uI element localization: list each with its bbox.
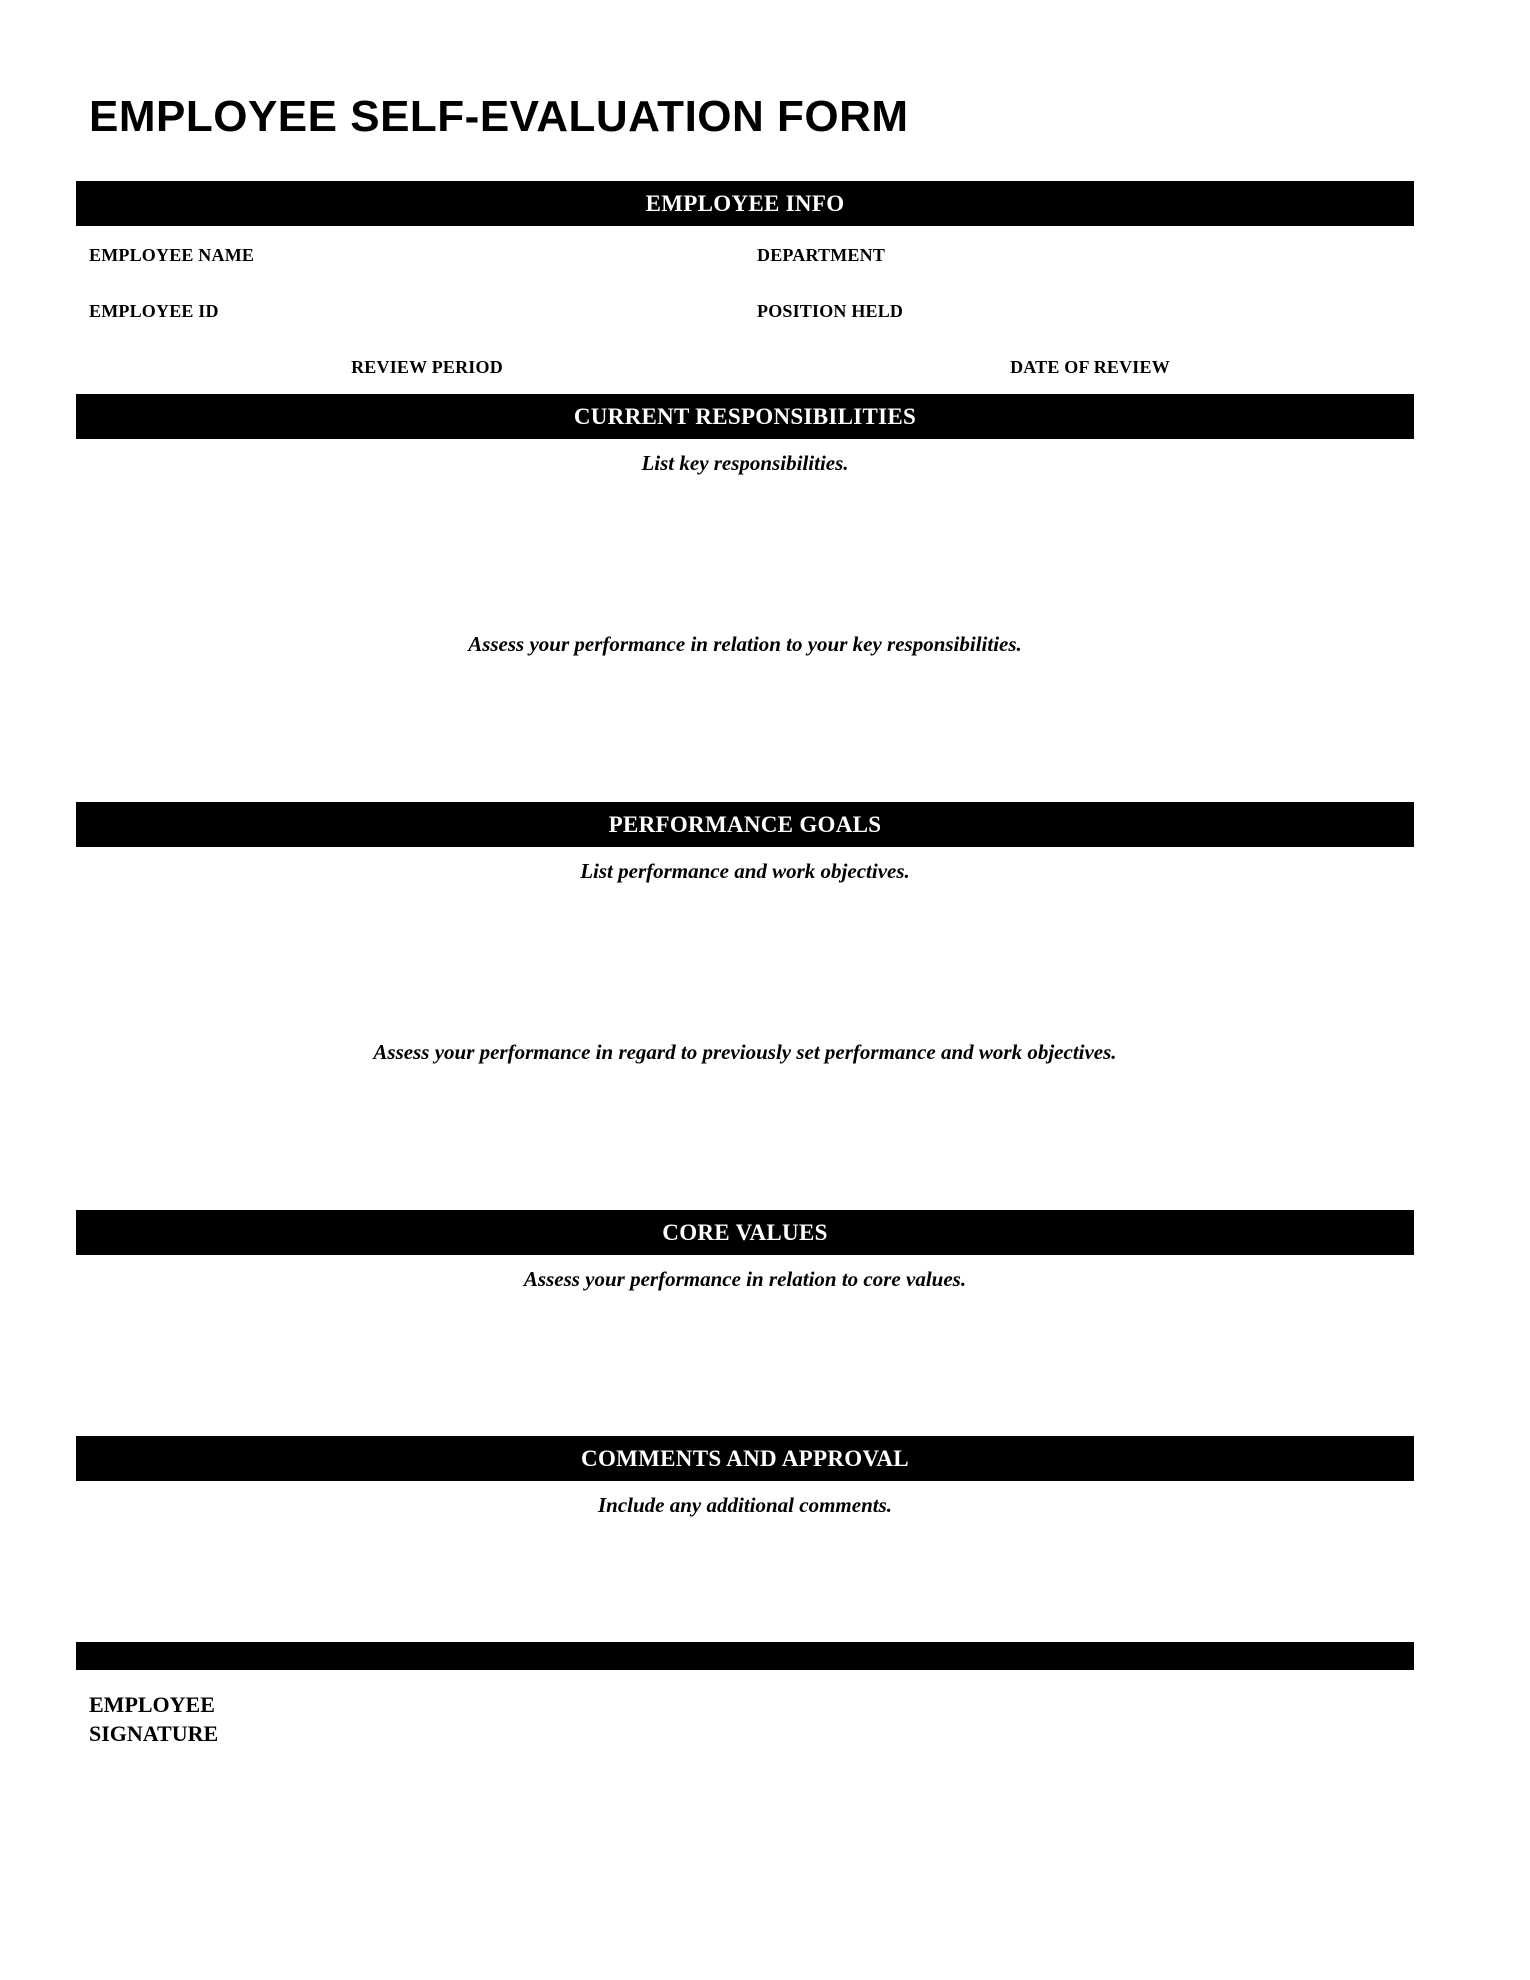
- responsibilities-assess-prompt: Assess your performance in relation to your key responsibilities.: [468, 632, 1022, 656]
- date-of-review-label: DATE OF REVIEW: [1010, 357, 1170, 377]
- section-header-employee-info: EMPLOYEE INFO: [76, 181, 1414, 226]
- core-values-assess-prompt: Assess your performance in relation to core values.: [523, 1267, 967, 1291]
- review-period-label: REVIEW PERIOD: [351, 357, 503, 377]
- responsibilities-list-prompt: List key responsibilities.: [641, 451, 849, 475]
- goals-assess-prompt: Assess your performance in regard to previously set performance and work objectives.: [373, 1040, 1117, 1064]
- signature-divider-bar: [76, 1642, 1414, 1670]
- section-header-performance-goals: PERFORMANCE GOALS: [76, 802, 1414, 847]
- section-header-comments-approval: COMMENTS AND APPROVAL: [76, 1436, 1414, 1481]
- goals-list-prompt: List performance and work objectives.: [580, 859, 910, 883]
- section-header-current-responsibilities: CURRENT RESPONSIBILITIES: [76, 394, 1414, 439]
- department-label: DEPARTMENT: [757, 245, 886, 265]
- employee-name-label: EMPLOYEE NAME: [89, 245, 255, 265]
- comments-prompt: Include any additional comments.: [597, 1493, 893, 1517]
- position-held-label: POSITION HELD: [757, 301, 904, 321]
- section-header-core-values: CORE VALUES: [76, 1210, 1414, 1255]
- employee-id-label: EMPLOYEE ID: [89, 301, 219, 321]
- page-title: EMPLOYEE SELF-EVALUATION FORM: [89, 92, 909, 141]
- employee-signature-label: EMPLOYEE SIGNATURE: [89, 1692, 219, 1746]
